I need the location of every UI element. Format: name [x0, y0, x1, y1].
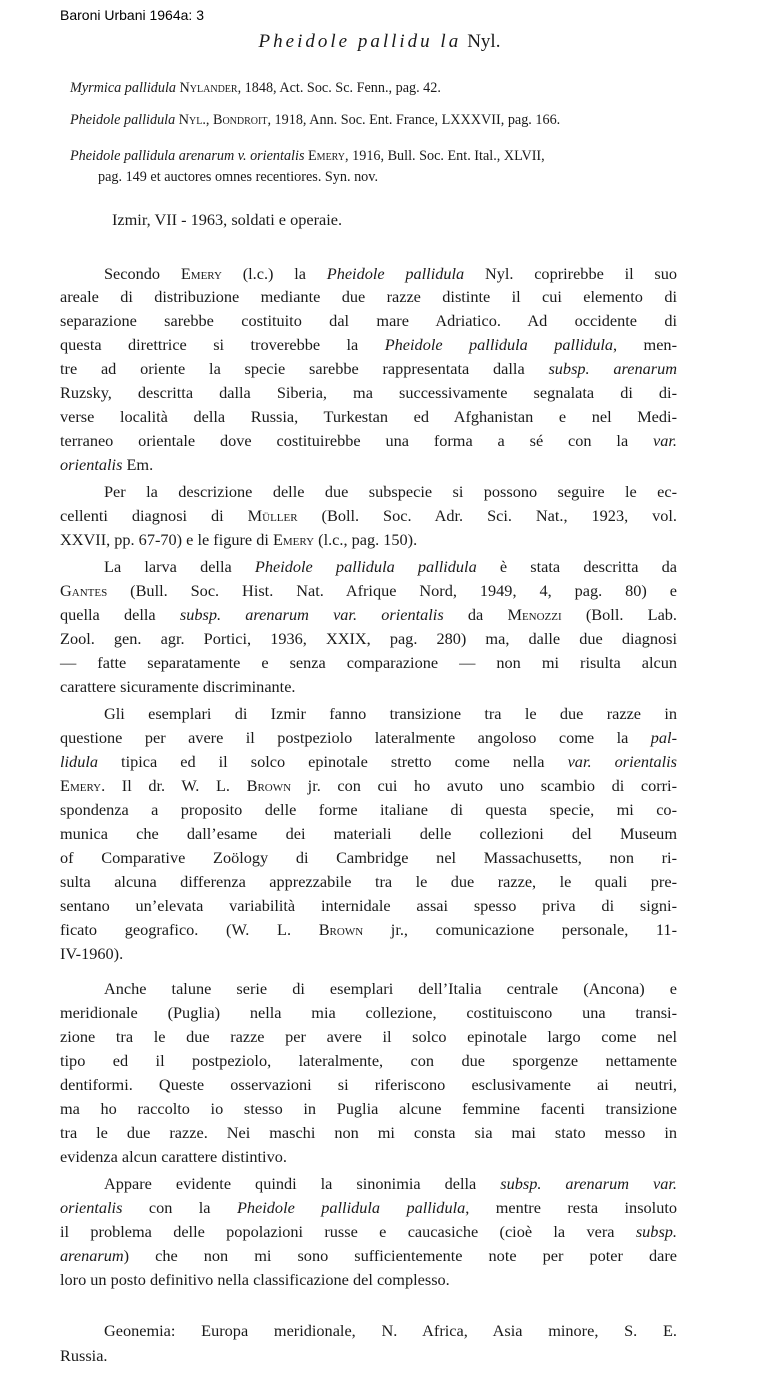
text-line: tra le due razze. Nei maschi non mi consta sia mai stato messo in [60, 1123, 677, 1142]
text-line: terraneo orientale dove costituirebbe una forma a sé con la var. [60, 431, 677, 450]
text-line: sentano un’elevata variabilità internidale assai spesso priva di signi- [60, 896, 677, 915]
material-examined: Izmir, VII - 1963, soldati e operaie. [112, 210, 343, 229]
text-line: il problema delle popolazioni russe e caucasiche (cioè la vera subsp. [60, 1222, 677, 1241]
synonym-entry [70, 146, 690, 188]
text-line: verse località della Russia, Turkestan ed Afghanistan e nel Medi- [60, 407, 677, 426]
text-line: questione per avere il postpeziolo lateralmente angoloso come la pal- [60, 728, 677, 747]
text-line: Emery. Il dr. W. L. Brown jr. con cui ho avuto uno scambio di corri- [60, 776, 678, 795]
text-line: questa direttrice si troverebbe la Pheidole pallidula pallidula, men- [60, 335, 677, 354]
text-line: evidenza alcun carattere distintivo. [60, 1147, 287, 1166]
synonym-entry [70, 78, 690, 99]
synonym-entry [70, 110, 690, 131]
text-line: meridionale (Puglia) nella mia collezione, costituiscono una transi- [60, 1003, 677, 1022]
text-line: Ruzsky, descritta dalla Siberia, ma successivamente segnalata di di- [60, 383, 677, 402]
text-line: cellenti diagnosi di Müller (Boll. Soc. Adr. Sci. Nat., 1923, vol. [60, 506, 677, 525]
text-line: dentiformi. Queste osservazioni si riferiscono esclusivamente ai neutri, [60, 1075, 677, 1094]
synonym-taxon: Myrmica pallidula [70, 80, 176, 96]
text-line: munica che dall’esame dei materiali delle collezioni del Museum [60, 824, 677, 843]
text-line: XXVII, pp. 67-70) e le figure di Emery (l.c., pag. 150). [60, 530, 418, 549]
text-line: spondenza a proposito delle forme italiane di questa specie, mi co- [60, 800, 677, 819]
text-line: quella della subsp. arenarum var. orientalis da Menozzi (Boll. Lab. [60, 605, 678, 624]
reference-label: Baroni Urbani 1964a: 3 [60, 7, 204, 23]
text-line: sulta alcuna differenza apprezzabile tra le due razze, le quali pre- [60, 872, 677, 891]
text-line: — fatte separatamente e senza comparazione — non mi risulta alcun [60, 653, 677, 672]
synonym-taxon: Pheidole pallidula arenarum v. orientalis [70, 148, 305, 164]
text-line: areale di distribuzione mediante due razze distinte il cui elemento di [60, 287, 677, 306]
text-line: Zool. gen. agr. Portici, 1936, XXIX, pag. 280) ma, dalle due diagnosi [60, 629, 677, 648]
synonym-citation: , 1918, Ann. Soc. Ent. France, LXXXVII, pag. 166. [267, 112, 561, 128]
synonym-taxon: Pheidole pallidula [70, 112, 176, 128]
text-line: tipo ed il postpeziolo, lateralmente, con due sporgenze nettamente [60, 1051, 677, 1070]
text-line: separazione sarebbe costituito dal mare Adriatico. Ad occidente di [60, 311, 677, 330]
species-author: Nyl. [467, 31, 501, 52]
text-line: loro un posto definitivo nella classificazione del complesso. [60, 1270, 450, 1289]
text-line: arenarum) che non mi sono sufficientemente note per poter dare [60, 1246, 677, 1265]
text-line: ma ho raccolto io stesso in Puglia alcune femmine facenti transizione [60, 1099, 677, 1118]
text-line: IV-1960). [60, 944, 124, 963]
synonym-author: Emery [308, 148, 346, 164]
text-line: Russia. [60, 1346, 108, 1365]
text-line: Secondo Emery (l.c.) la Pheidole pallidula Nyl. coprirebbe il suo [104, 264, 678, 283]
species-title [0, 31, 759, 53]
text-line: La larva della Pheidole pallidula pallidula è stata descritta da [104, 557, 678, 576]
text-line: orientalis Em. [60, 455, 154, 474]
synonym-citation: , 1848, Act. Soc. Sc. Fenn., pag. 42. [237, 80, 441, 96]
text-line: Geonemia: Europa meridionale, N. Africa, Asia minore, S. E. [104, 1321, 677, 1340]
text-line: tre ad oriente la specie sarebbe rappresentata dalla subsp. arenarum [60, 359, 677, 378]
text-line: of Comparative Zoölogy di Cambridge nel Massachusetts, non ri- [60, 848, 677, 867]
synonym-author: Nyl., Bondroit [178, 112, 268, 128]
text-line: carattere sicuramente discriminante. [60, 677, 296, 696]
text-line: Gantes (Bull. Soc. Hist. Nat. Afrique Nord, 1949, 4, pag. 80) e [60, 581, 677, 600]
synonym-citation-cont: pag. 149 et auctores omnes recentiores. Syn. nov. [98, 169, 378, 185]
text-line: Gli esemplari di Izmir fanno transizione tra le due razze in [104, 704, 677, 723]
species-name: Pheidole pallidu la [258, 31, 462, 52]
text-line: Appare evidente quindi la sinonimia della subsp. arenarum var. [104, 1174, 677, 1193]
text-line: orientalis con la Pheidole pallidula pallidula, mentre resta insoluto [60, 1198, 678, 1217]
text-line: lidula tipica ed il solco epinotale stretto come nella var. orientalis [60, 752, 678, 771]
text-line: zione tra le due razze per avere il solco epinotale largo come nel [60, 1027, 677, 1046]
synonym-citation: , 1916, Bull. Soc. Ent. Ital., XLVII, [345, 148, 545, 164]
synonym-author: Nylander [179, 80, 238, 96]
text-line: Per la descrizione delle due subspecie si possono seguire le ec- [104, 482, 677, 501]
text-line: Anche talune serie di esemplari dell’Italia centrale (Ancona) e [104, 979, 677, 998]
text-line: ficato geografico. (W. L. Brown jr., comunicazione personale, 11- [60, 920, 677, 939]
